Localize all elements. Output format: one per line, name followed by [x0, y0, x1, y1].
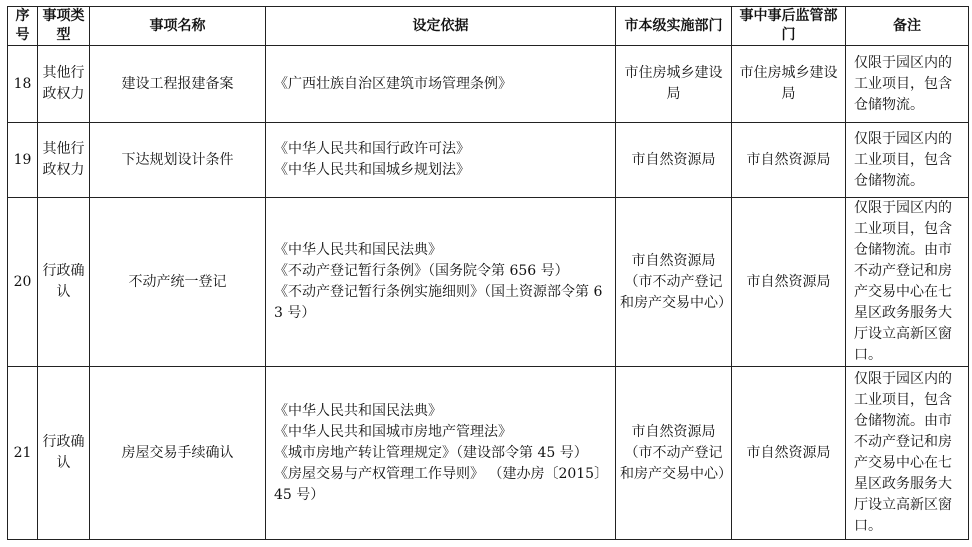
cell-city-dept: 市自然资源局（市不动产登记和房产交易中心） — [616, 367, 732, 540]
cell-no: 18 — [8, 46, 38, 123]
cell-supervise-dept: 市自然资源局 — [732, 198, 846, 367]
basis-line: 《中华人民共和国城乡规划法》 — [274, 162, 470, 178]
basis-line: 《不动产登记暂行条例》（国务院令第 656 号） — [274, 263, 569, 279]
cell-basis — [266, 198, 616, 367]
cell-basis — [266, 46, 616, 123]
matters-table — [7, 6, 969, 540]
cell-city-dept: 市住房城乡建设局 — [616, 46, 732, 123]
cell-name: 房屋交易手续确认 — [90, 367, 266, 540]
cell-name: 不动产统一登记 — [90, 198, 266, 367]
basis-line: 《中华人民共和国城市房地产管理法》 — [274, 423, 512, 440]
header-remark: 备注 — [846, 7, 969, 46]
cell-no: 21 — [8, 367, 38, 540]
cell-remark: 仅限于园区内的工业项目，包含仓储物流。由市不动产登记和房产交易中心在七星区政务服务大厅设立高新区窗口。 — [846, 198, 969, 367]
cell-city-dept: 市自然资源局 — [616, 123, 732, 198]
header-no: 序号 — [8, 7, 38, 46]
table-row — [8, 123, 969, 198]
cell-no: 19 — [8, 123, 38, 198]
cell-supervise-dept: 市住房城乡建设局 — [732, 46, 846, 123]
cell-name: 建设工程报建备案 — [90, 46, 266, 123]
cell-city-dept: 市自然资源局（市不动产登记和房产交易中心） — [616, 198, 732, 367]
basis-line: 《房屋交易与产权管理工作导则》 （建办房〔2015〕45 号） — [274, 465, 609, 503]
basis-line: 《城市房地产转让管理规定》（建设部令第 45 号） — [274, 444, 588, 461]
cell-no: 20 — [8, 198, 38, 367]
cell-remark: 仅限于园区内的工业项目，包含仓储物流。由市不动产登记和房产交易中心在七星区政务服务大厅设立高新区窗口。 — [846, 367, 969, 540]
basis-line: 《不动产登记暂行条例实施细则》（国土资源部令第 63 号） — [274, 284, 603, 321]
cell-remark: 仅限于园区内的工业项目，包含仓储物流。 — [846, 123, 969, 198]
basis-line: 《中华人民共和国民法典》 — [274, 242, 442, 258]
header-basis: 设定依据 — [266, 7, 616, 46]
basis-line: 《中华人民共和国民法典》 — [274, 402, 442, 419]
cell-basis — [266, 367, 616, 540]
header-supervise-dept: 事中事后监管部门 — [732, 7, 846, 46]
cell-remark: 仅限于园区内的工业项目，包含仓储物流。 — [846, 46, 969, 123]
table-row — [8, 198, 969, 367]
cell-type: 行政确认 — [38, 367, 90, 540]
cell-supervise-dept: 市自然资源局 — [732, 367, 846, 540]
header-type: 事项类型 — [38, 7, 90, 46]
table-row — [8, 367, 969, 540]
cell-type: 行政确认 — [38, 198, 90, 367]
basis-line: 《广西壮族自治区建筑市场管理条例》 — [274, 75, 512, 92]
basis-line: 《中华人民共和国行政许可法》 — [274, 141, 470, 157]
cell-name: 下达规划设计条件 — [90, 123, 266, 198]
header-city-dept: 市本级实施部门 — [616, 7, 732, 46]
header-name: 事项名称 — [90, 7, 266, 46]
cell-type: 其他行政权力 — [38, 46, 90, 123]
header-row — [8, 7, 969, 46]
table-row — [8, 46, 969, 123]
cell-type: 其他行政权力 — [38, 123, 90, 198]
cell-supervise-dept: 市自然资源局 — [732, 123, 846, 198]
cell-basis — [266, 123, 616, 198]
